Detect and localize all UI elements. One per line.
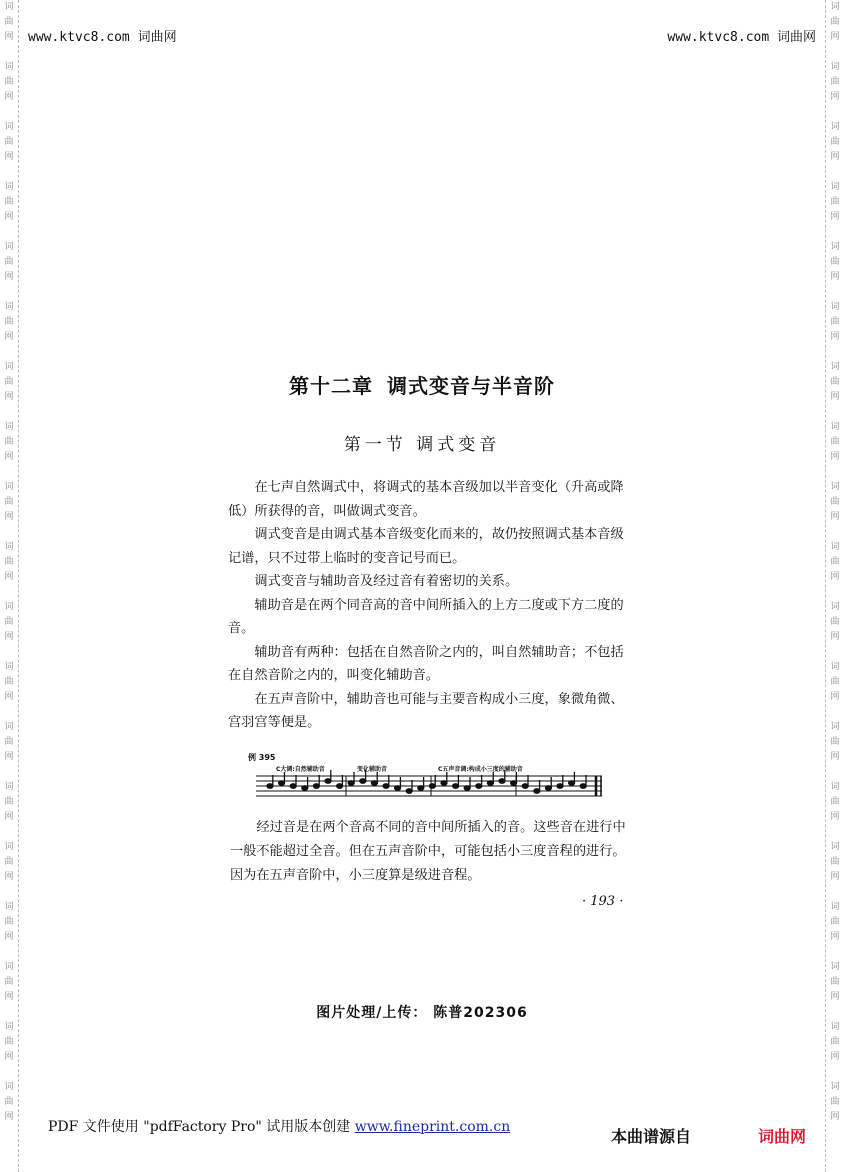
watermark-char: 曲 — [830, 377, 840, 387]
watermark-group — [0, 1080, 18, 1140]
example-label: 例 395 — [248, 753, 276, 762]
paragraph: 在七声自然调式中，将调式的基本音级加以半音变化（升高或降低）所获得的音，叫做调式变音。 — [228, 480, 624, 519]
watermark-char: 词 — [830, 302, 840, 312]
note-head — [313, 784, 319, 788]
watermark-char: 网 — [4, 1112, 14, 1122]
note-head — [290, 784, 296, 788]
watermark-char: 曲 — [4, 257, 14, 267]
note-head — [302, 786, 308, 790]
watermark-char: 词 — [830, 842, 840, 852]
watermark-char: 网 — [830, 512, 840, 522]
note-head — [279, 781, 285, 785]
chapter-title: 第十二章 调式变音与半音阶 — [289, 374, 555, 398]
watermark-char: 曲 — [4, 557, 14, 567]
watermark-char: 网 — [4, 92, 14, 102]
watermark-char: 词 — [4, 722, 14, 732]
paragraph: 辅助音有两种：包括在自然音阶之内的，叫自然辅助音；不包括在自然音阶之内的，叫变化辅助音。 — [228, 644, 624, 683]
watermark-char: 词 — [830, 482, 840, 492]
watermark-char: 词 — [830, 182, 840, 192]
watermark-char: 词 — [830, 902, 840, 912]
watermark-char: 曲 — [830, 137, 840, 147]
watermark-char: 曲 — [4, 917, 14, 927]
watermark-char: 曲 — [4, 1097, 14, 1107]
watermark-char: 曲 — [830, 77, 840, 87]
watermark-char: 曲 — [830, 557, 840, 567]
pdf-note: PDF 文件使用 "pdfFactory Pro" 试用版本创建 — [48, 1119, 355, 1135]
watermark-char: 词 — [830, 722, 840, 732]
watermark-group — [0, 480, 18, 540]
watermark-char: 网 — [830, 992, 840, 1002]
watermark-char: 词 — [4, 782, 14, 792]
paragraph: 经过音是在两个音高不同的音中间所插入的音。这些音在进行中一般不能超过全音。但在五声音阶中，可能包括小三度音程的进行。因为在五声音阶中，小三度算是级进音程。 — [230, 820, 626, 883]
watermark-char: 词 — [830, 62, 840, 72]
note-head — [395, 786, 401, 790]
watermark-char: 词 — [830, 122, 840, 132]
watermark-char: 网 — [830, 1052, 840, 1062]
note-head — [348, 781, 354, 785]
watermark-group — [0, 900, 18, 960]
note-head — [499, 779, 505, 783]
watermark-char: 词 — [4, 122, 14, 132]
watermark-char: 曲 — [830, 1037, 840, 1047]
watermark-group — [826, 0, 844, 60]
watermark-char: 词 — [4, 242, 14, 252]
body-text — [228, 476, 628, 735]
watermark-group — [826, 660, 844, 720]
watermark-char: 网 — [4, 332, 14, 342]
note-head — [464, 786, 470, 790]
watermark-char: 词 — [830, 1082, 840, 1092]
watermark-char: 网 — [830, 872, 840, 882]
example-caption: 变化辅助音 — [357, 766, 388, 773]
watermark-char: 词 — [830, 602, 840, 612]
watermark-char: 网 — [4, 992, 14, 1002]
pdf-footer — [48, 1116, 510, 1136]
example-caption: C五声音调:构成小三度的辅助音 — [438, 766, 523, 773]
watermark-group — [826, 60, 844, 120]
watermark-group — [826, 480, 844, 540]
watermark-char: 曲 — [830, 1097, 840, 1107]
paragraph: 调式变音与辅助音及经过音有着密切的关系。 — [254, 574, 519, 589]
watermark-char: 网 — [4, 932, 14, 942]
watermark-char: 曲 — [830, 17, 840, 27]
watermark-char: 网 — [830, 212, 840, 222]
note-head — [267, 784, 273, 788]
fineprint-link[interactable]: www.fineprint.com.cn — [354, 1119, 511, 1135]
note-head — [441, 781, 447, 785]
watermark-char: 曲 — [830, 917, 840, 927]
watermark-group — [826, 180, 844, 240]
watermark-char: 词 — [4, 1082, 14, 1092]
watermark-char: 网 — [4, 32, 14, 42]
paragraph: 调式变音是由调式基本音级变化而来的，故仍按照调式基本音级记谱，只不过带上临时的变音记号而已。 — [228, 527, 624, 566]
watermark-char: 词 — [830, 422, 840, 432]
watermark-char: 网 — [830, 632, 840, 642]
watermark-char: 网 — [830, 272, 840, 282]
note-head — [522, 784, 528, 788]
watermark-group — [826, 540, 844, 600]
watermark-char: 网 — [830, 452, 840, 462]
watermark-char: 曲 — [4, 437, 14, 447]
watermark-group — [0, 540, 18, 600]
watermark-group — [0, 840, 18, 900]
watermark-char: 曲 — [830, 617, 840, 627]
watermark-group — [0, 240, 18, 300]
watermark-char: 词 — [830, 782, 840, 792]
watermark-char: 网 — [830, 812, 840, 822]
watermark-char: 网 — [830, 572, 840, 582]
watermark-group — [0, 780, 18, 840]
watermark-char: 曲 — [4, 1037, 14, 1047]
left-watermark-strip — [0, 0, 19, 1172]
example-caption: C大调:自然辅助音 — [276, 766, 325, 773]
right-watermark-strip — [825, 0, 844, 1172]
watermark-char: 词 — [830, 542, 840, 552]
note-head — [545, 786, 551, 790]
watermark-char: 曲 — [830, 497, 840, 507]
watermark-char: 词 — [830, 962, 840, 972]
watermark-char: 曲 — [4, 497, 14, 507]
watermark-group — [0, 180, 18, 240]
watermark-char: 网 — [4, 632, 14, 642]
watermark-char: 曲 — [830, 737, 840, 747]
watermark-char: 曲 — [830, 857, 840, 867]
watermark-char: 网 — [4, 152, 14, 162]
watermark-char: 词 — [4, 362, 14, 372]
watermark-char: 词 — [4, 842, 14, 852]
watermark-char: 词 — [4, 542, 14, 552]
watermark-char: 词 — [4, 422, 14, 432]
watermark-group — [826, 1080, 844, 1140]
watermark-char: 曲 — [4, 17, 14, 27]
note-head — [418, 786, 424, 790]
watermark-char: 词 — [830, 242, 840, 252]
watermark-group — [826, 120, 844, 180]
header-site-left: www.ktvc8.com 词曲网 — [28, 30, 177, 45]
watermark-group — [0, 300, 18, 360]
watermark-char: 词 — [4, 482, 14, 492]
watermark-char: 曲 — [4, 617, 14, 627]
source-label: 本曲谱源自 — [611, 1127, 692, 1146]
note-head — [453, 784, 459, 788]
watermark-char: 网 — [4, 212, 14, 222]
watermark-char: 网 — [4, 752, 14, 762]
paragraph: 在五声音阶中，辅助音也可能与主要音构成小三度，象微角微、宫羽宫等便是。 — [228, 691, 624, 730]
watermark-char: 曲 — [4, 857, 14, 867]
watermark-char: 曲 — [4, 197, 14, 207]
note-head — [337, 784, 343, 788]
watermark-group — [826, 720, 844, 780]
watermark-group — [826, 1020, 844, 1080]
watermark-char: 词 — [4, 1022, 14, 1032]
note-head — [360, 779, 366, 783]
watermark-group — [826, 840, 844, 900]
watermark-char: 网 — [4, 812, 14, 822]
note-head — [487, 781, 493, 785]
body-text-2 — [230, 816, 630, 888]
note-head — [383, 784, 389, 788]
watermark-char: 曲 — [830, 317, 840, 327]
watermark-char: 网 — [830, 152, 840, 162]
watermark-char: 网 — [830, 92, 840, 102]
watermark-char: 网 — [830, 752, 840, 762]
watermark-char: 网 — [4, 572, 14, 582]
watermark-group — [826, 900, 844, 960]
watermark-char: 词 — [830, 662, 840, 672]
watermark-group — [826, 240, 844, 300]
watermark-char: 网 — [830, 32, 840, 42]
note-head — [406, 789, 412, 793]
watermark-char: 网 — [830, 1112, 840, 1122]
watermark-char: 网 — [830, 692, 840, 702]
page-number: · 193 · — [582, 894, 624, 909]
source-brand: 词曲网 — [758, 1127, 807, 1146]
watermark-char: 曲 — [4, 737, 14, 747]
watermark-char: 网 — [4, 392, 14, 402]
watermark-char: 网 — [4, 872, 14, 882]
watermark-char: 词 — [4, 2, 14, 12]
watermark-char: 曲 — [830, 197, 840, 207]
watermark-group — [0, 60, 18, 120]
watermark-char: 词 — [4, 962, 14, 972]
watermark-char: 词 — [4, 902, 14, 912]
watermark-char: 曲 — [830, 257, 840, 267]
watermark-group — [826, 600, 844, 660]
note-head — [325, 779, 331, 783]
watermark-char: 词 — [830, 1022, 840, 1032]
watermark-char: 曲 — [4, 377, 14, 387]
watermark-group — [0, 0, 18, 60]
watermark-char: 词 — [4, 182, 14, 192]
note-head — [476, 784, 482, 788]
watermark-group — [826, 780, 844, 840]
watermark-char: 曲 — [4, 77, 14, 87]
watermark-char: 网 — [4, 1052, 14, 1062]
watermark-char: 词 — [4, 602, 14, 612]
watermark-char: 曲 — [830, 677, 840, 687]
note-head — [580, 784, 586, 788]
watermark-char: 曲 — [830, 977, 840, 987]
section-title: 第一节 调式变音 — [343, 435, 501, 455]
music-staff — [256, 770, 604, 804]
watermark-char: 词 — [4, 62, 14, 72]
watermark-char: 网 — [830, 932, 840, 942]
note-head — [511, 781, 517, 785]
watermark-group — [0, 600, 18, 660]
note-head — [569, 781, 575, 785]
note-head — [371, 781, 377, 785]
watermark-char: 曲 — [830, 437, 840, 447]
note-head — [429, 784, 435, 788]
watermark-char: 曲 — [4, 677, 14, 687]
header-site-right: www.ktvc8.com 词曲网 — [667, 30, 816, 45]
watermark-char: 曲 — [4, 977, 14, 987]
watermark-char: 网 — [830, 392, 840, 402]
note-head — [557, 784, 563, 788]
upload-credit: 图片处理/上传： 陈普202306 — [316, 1005, 528, 1021]
watermark-char: 词 — [4, 302, 14, 312]
watermark-char: 词 — [4, 662, 14, 672]
watermark-char: 词 — [830, 2, 840, 12]
watermark-group — [0, 720, 18, 780]
watermark-char: 网 — [830, 332, 840, 342]
watermark-char: 词 — [830, 362, 840, 372]
watermark-char: 网 — [4, 452, 14, 462]
paragraph: 辅助音是在两个同音高的音中间所插入的上方二度或下方二度的音。 — [228, 597, 624, 636]
watermark-char: 网 — [4, 512, 14, 522]
watermark-char: 曲 — [830, 797, 840, 807]
note-head — [534, 789, 540, 793]
watermark-group — [0, 120, 18, 180]
watermark-char: 曲 — [4, 797, 14, 807]
watermark-group — [826, 300, 844, 360]
watermark-char: 曲 — [4, 137, 14, 147]
watermark-char: 曲 — [4, 317, 14, 327]
watermark-char: 网 — [4, 692, 14, 702]
watermark-char: 网 — [4, 272, 14, 282]
watermark-group — [0, 660, 18, 720]
watermark-group — [0, 1020, 18, 1080]
